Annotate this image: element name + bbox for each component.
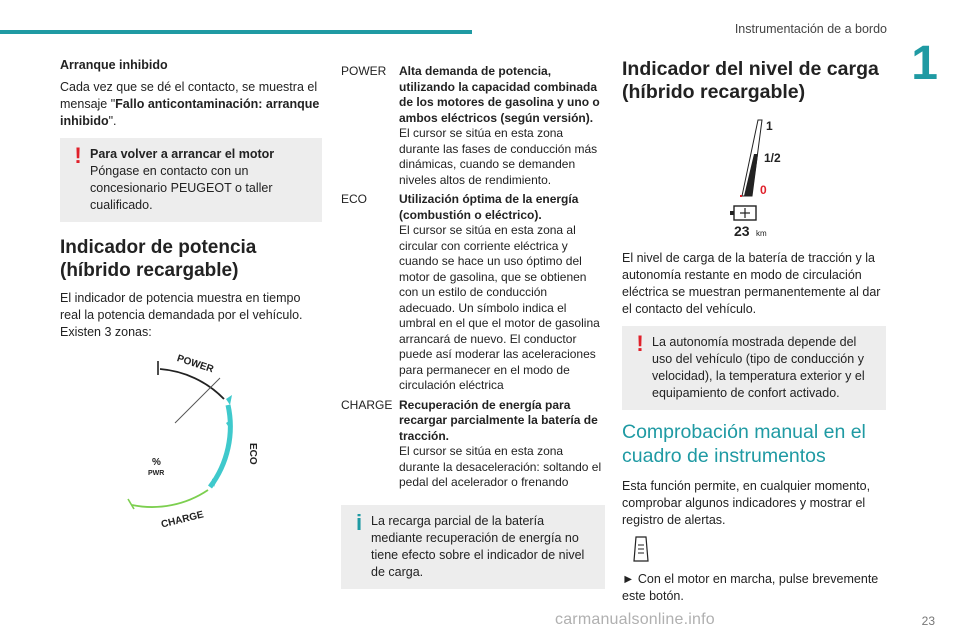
- zone-key: CHARGE: [341, 397, 393, 412]
- zone-key: POWER: [341, 64, 387, 78]
- dial-needle: [175, 378, 220, 423]
- gauge-label-half: 1/2: [764, 151, 781, 165]
- dial-label-power: POWER: [175, 353, 215, 376]
- eco-arc: [210, 405, 230, 487]
- manual-check-text: Esta función permite, en cualquier momento, comprobar algunos indicadores y mostrar el registro de alertas.: [622, 479, 871, 527]
- dashboard-button-icon: [622, 535, 662, 567]
- gauge-range-value: 23: [734, 223, 750, 239]
- note-title: Para volver a arrancar el motor: [90, 147, 275, 161]
- zones-list: [341, 64, 605, 491]
- gauge-label-empty: 0: [760, 183, 767, 197]
- zones-intro: Existen 3 zonas:: [60, 325, 152, 339]
- range-note-text: La autonomía mostrada depende del uso del vehículo (tipo de conducción y velocidad), la temperatura exterior y el equipamiento de confort activado.: [652, 335, 865, 400]
- power-indicator-title: Indicador de potencia (híbrido recargable): [60, 237, 257, 281]
- charge-level-text: El nivel de carga de la batería de tracción y la autonomía restante en modo de circulación eléctrica se muestran permanentemente al dar el contacto del vehículo.: [622, 251, 881, 316]
- charge-arc: [132, 490, 208, 507]
- charge-gauge-graphic: [622, 112, 886, 242]
- column-middle: [341, 64, 605, 599]
- zone-charge: [341, 398, 605, 491]
- warning-note: [60, 138, 322, 222]
- column-left: [60, 58, 322, 527]
- arranque-title: Arranque inhibido: [60, 58, 168, 72]
- watermark: carmanualsonline.info: [555, 611, 715, 628]
- dial-label-pwr: PWR: [148, 470, 165, 477]
- dial-label-pct: %: [152, 457, 161, 468]
- power-indicator-text: El indicador de potencia muestra en tiempo real la potencia demandada por el vehículo.: [60, 291, 303, 322]
- info-note: [341, 505, 605, 589]
- charge-gauge: [622, 112, 886, 242]
- zone-power: [341, 64, 605, 188]
- eco-threshold-marker: [226, 395, 232, 405]
- header-accent-bar: [0, 30, 472, 34]
- zone-key: ECO: [341, 192, 368, 206]
- chapter-number: 1: [911, 37, 938, 90]
- zone-title: Utilización óptima de la energía (combustión o eléctrico).: [399, 192, 579, 222]
- charge-level-title: Indicador del nivel de carga (híbrido recargable): [622, 58, 879, 103]
- dial-bottom-tick: [128, 499, 134, 509]
- info-note-text: La recarga parcial de la batería mediante recuperación de energía no tiene efecto sobre el indicador de nivel de carga.: [371, 513, 585, 579]
- info-icon: i: [355, 509, 363, 535]
- battery-icon: [730, 206, 756, 220]
- header-title: Instrumentación de a bordo: [734, 22, 887, 36]
- note-text: Póngase en contacto con un concesionario PEUGEOT o taller cualificado.: [90, 164, 273, 212]
- zone-title: Alta demanda de potencia, utilizando la capacidad combinada de los motores de gasolina y uno o ambos eléctricos (según versión).: [399, 64, 600, 125]
- arranque-message: Fallo anticontaminación: arranque inhibido: [60, 97, 320, 128]
- warning-icon: !: [74, 143, 82, 168]
- arranque-text: Cada vez que se dé el contacto, se muestra el mensaje "Fallo anticontaminación: arranque inhibido".: [60, 80, 320, 128]
- dial-label-charge: CHARGE: [160, 509, 205, 527]
- column-right: [622, 58, 886, 611]
- press-button-instruction: ► Con el motor en marcha, pulse brevemente este botón.: [622, 572, 879, 603]
- zone-eco: [341, 192, 605, 394]
- zone-desc: El cursor se sitúa en esta zona durante las fases de conducción más dinámicas, cuando se demanden niveles altos de rendimiento.: [399, 126, 598, 187]
- warning-icon: !: [636, 331, 644, 356]
- warning-note-range: [622, 326, 886, 410]
- power-dial-graphic: [60, 347, 322, 527]
- power-dial: [60, 347, 322, 527]
- gauge-range-unit: km: [756, 229, 767, 238]
- zone-title: Recuperación de energía para recargar parcialmente la batería de tracción.: [399, 397, 598, 443]
- zone-desc: El cursor se sitúa en esta zona durante la desaceleración: soltando el pedal del acelerador o frenando: [399, 444, 602, 489]
- page-number: 23: [921, 614, 935, 628]
- dial-label-eco: ECO: [247, 443, 258, 465]
- manual-check-title: Comprobación manual en el cuadro de instrumentos: [622, 421, 866, 467]
- zone-desc: El cursor se sitúa en esta zona al circular con corriente eléctrica y cuando se hace un uso óptimo del motor de gasolina, que se obtienen con un estilo de conducción adecuado. Un símbolo indica el umbral en el que el motor de gasolina arrancará de nuevo. El conductor puede así moderar las aceleraciones para permanecer en el modo de circulación eléctrica: [399, 223, 600, 392]
- gauge-label-full: 1: [766, 119, 773, 133]
